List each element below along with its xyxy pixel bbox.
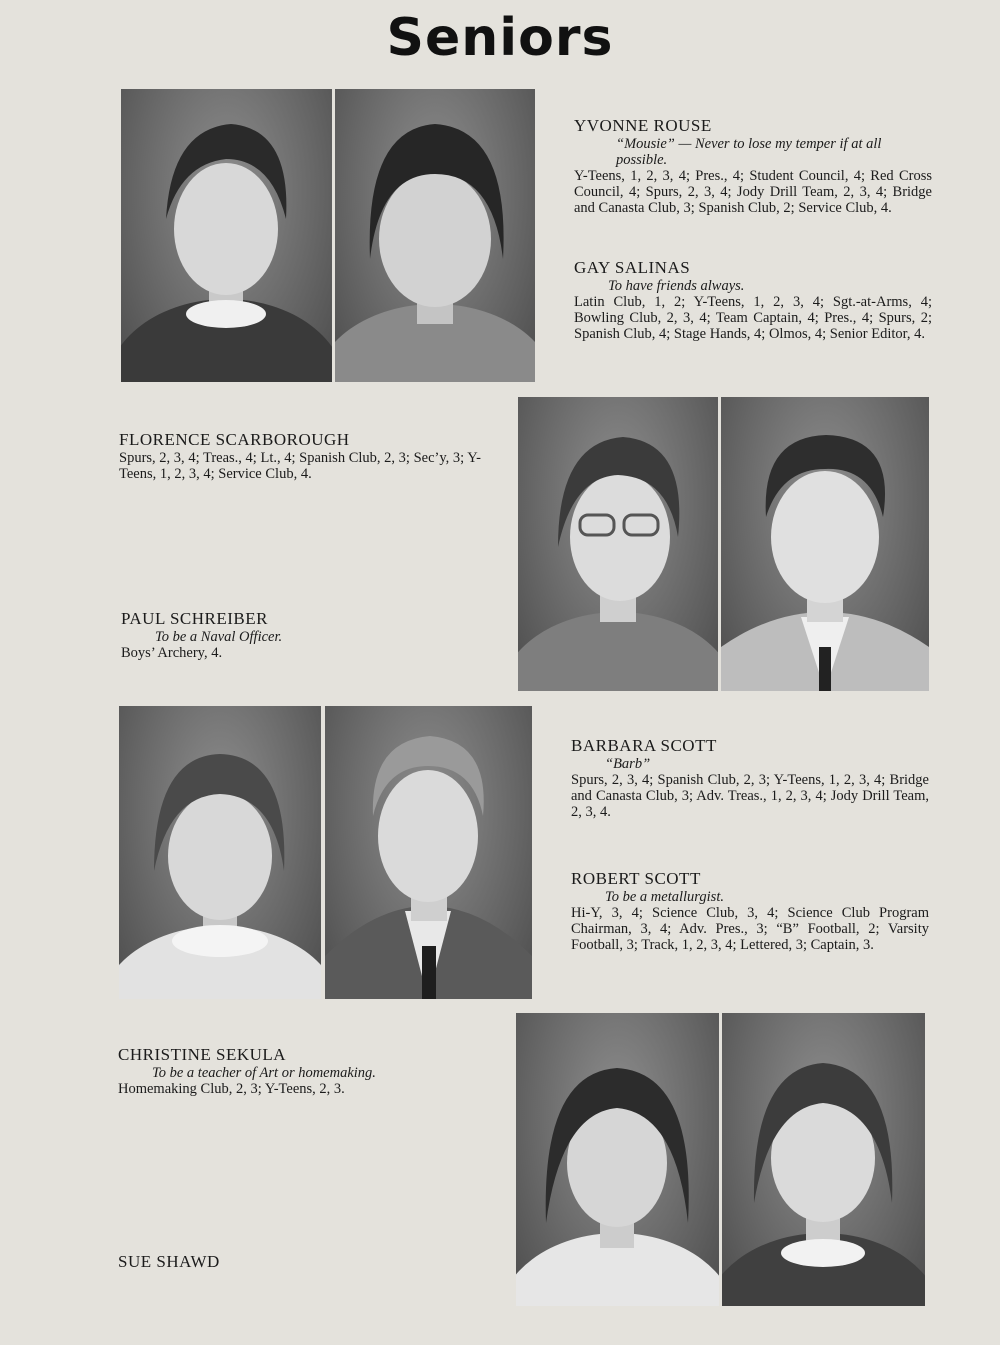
student-entry — [118, 1252, 480, 1272]
student-activities: Hi-Y, 3, 4; Science Club, 3, 4; Science Club Program Chairman, 3, 4; Adv. Pres., 3; “B” Football, 2; Varsity Football, 3; Track, 1, 2, 3, 4; Lettered, 3; Captain, 3. — [571, 905, 929, 953]
student-name: BARBARA SCOTT — [571, 736, 717, 755]
student-entry — [574, 116, 932, 216]
portrait-photo-barbara-scott — [119, 706, 321, 999]
student-entry — [574, 258, 932, 342]
portrait-photo-gay-salinas — [335, 89, 535, 382]
portrait-photo-yvonne-rouse — [121, 89, 332, 382]
student-entry — [121, 609, 483, 661]
student-quote: To be a metallurgist. — [605, 889, 724, 905]
student-name: PAUL SCHREIBER — [121, 609, 268, 628]
student-name: GAY SALINAS — [574, 258, 691, 277]
student-activities: Y-Teens, 1, 2, 3, 4; Pres., 4; Student Council, 4; Red Cross Council, 4; Spurs, 2, 3, 4; Jody Drill Team, 2, 3, 4; Bridge and Canasta Club, 3; Spanish Club, 2; Service Club, 4. — [574, 168, 932, 216]
student-entry — [571, 736, 929, 820]
student-activities: Latin Club, 1, 2; Y-Teens, 1, 2, 3, 4; Sgt.-at-Arms, 4; Bowling Club, 2, 3, 4; Team Captain, 4; Pres., 4; Spurs, 2; Spanish Club, 4; Stage Hands, 4; Olmos, 4; Senior Editor, 4. — [574, 294, 932, 342]
portrait-photo-florence-scarborough — [518, 397, 718, 691]
student-activities: Spurs, 2, 3, 4; Spanish Club, 2, 3; Y-Teens, 1, 2, 3, 4; Bridge and Canasta Club, 3; Adv. Treas., 1, 2, 3, 4; Jody Drill Team, 2, 3, 4. — [571, 772, 929, 820]
portrait-photo-paul-schreiber — [721, 397, 929, 691]
student-quote: To have friends always. — [608, 278, 745, 294]
page-title: Seniors — [386, 8, 614, 68]
student-activities: Homemaking Club, 2, 3; Y-Teens, 2, 3. — [118, 1081, 345, 1097]
student-name: YVONNE ROUSE — [574, 116, 712, 135]
student-quote: To be a teacher of Art or homemaking. — [152, 1065, 376, 1081]
portrait-photo-robert-scott — [325, 706, 532, 999]
student-quote: To be a Naval Officer. — [155, 629, 283, 645]
student-name: FLORENCE SCARBOROUGH — [119, 430, 350, 449]
portrait-photo-sue-shawd — [722, 1013, 925, 1306]
student-entry — [571, 869, 929, 953]
student-quote: “Barb” — [605, 756, 651, 772]
student-entry — [119, 430, 481, 482]
student-activities: Boys’ Archery, 4. — [121, 645, 223, 661]
student-name: CHRISTINE SEKULA — [118, 1045, 287, 1064]
student-name: SUE SHAWD — [118, 1252, 220, 1271]
student-entry — [118, 1045, 480, 1097]
student-name: ROBERT SCOTT — [571, 869, 701, 888]
portrait-photo-christine-sekula — [516, 1013, 719, 1306]
student-activities: Spurs, 2, 3, 4; Treas., 4; Lt., 4; Spanish Club, 2, 3; Sec’y, 3; Y-Teens, 1, 2, 3, 4; Service Club, 4. — [119, 450, 481, 482]
student-quote: “Mousie” — Never to lose my temper if at all possible. — [616, 136, 882, 168]
